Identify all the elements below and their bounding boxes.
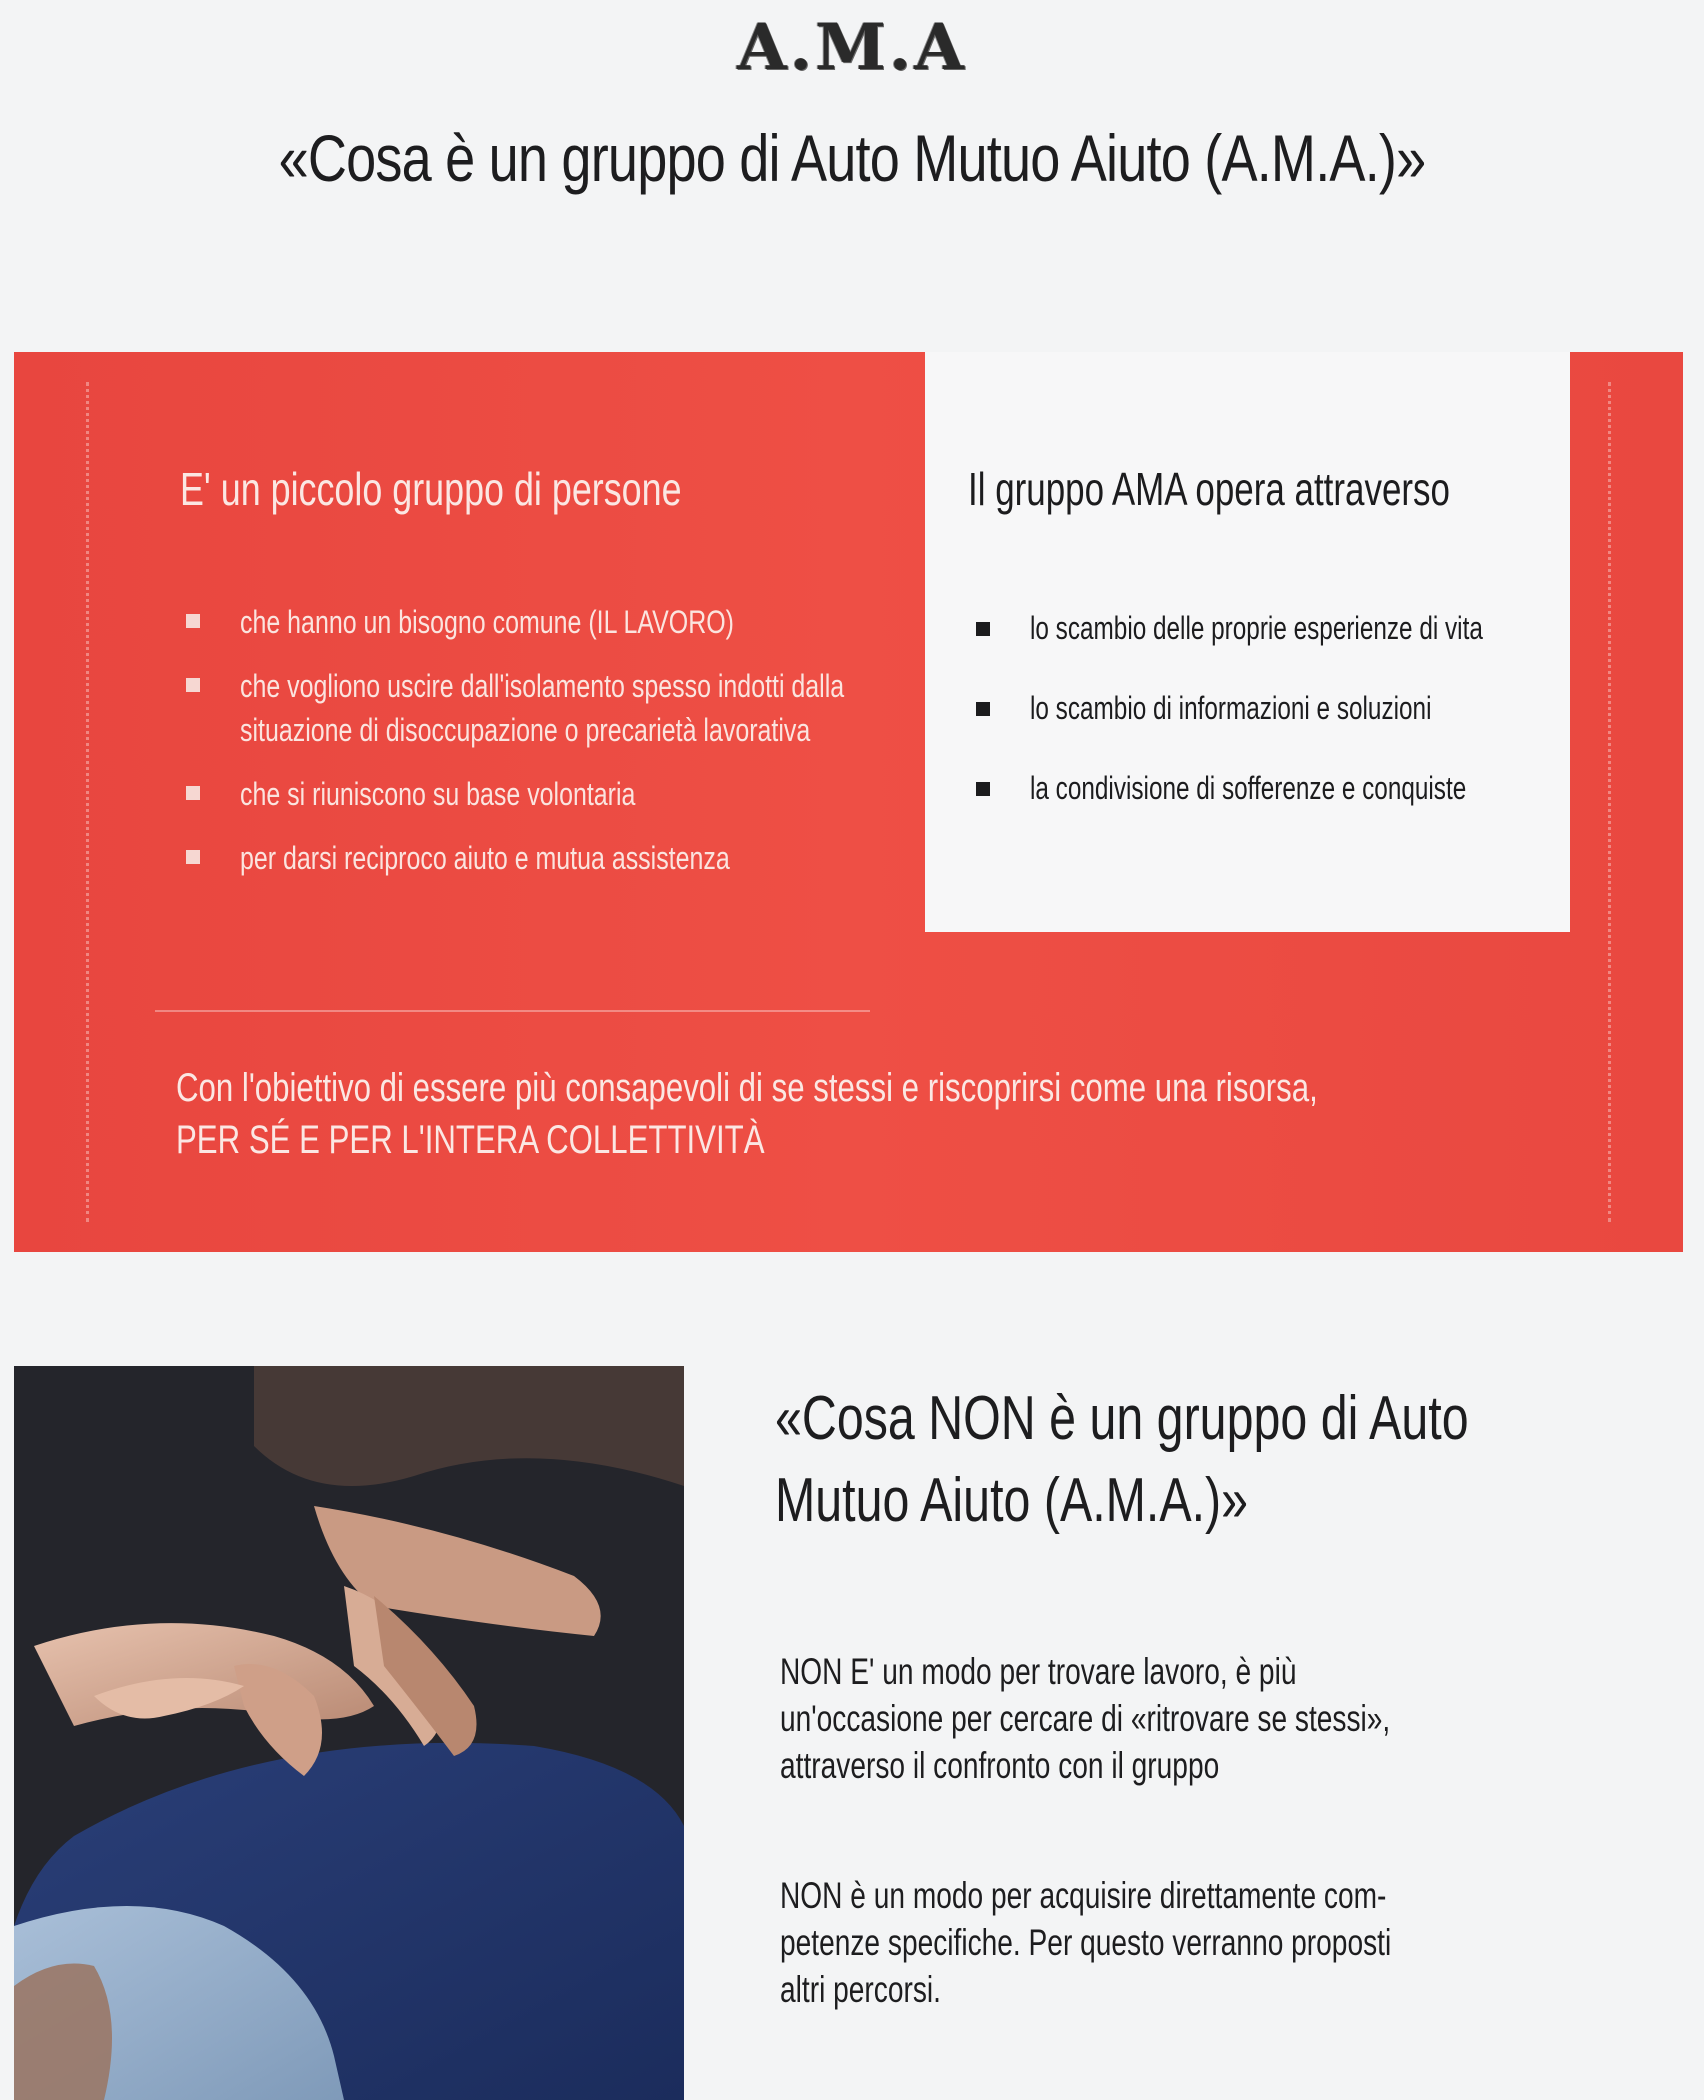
paragraph-line: altri percorsi. [780, 1969, 941, 2010]
page-title: «Cosa è un gruppo di Auto Mutuo Aiuto (A.M.A.)» [278, 121, 1426, 195]
paragraph-line: un'occasione per cercare di «ritrovare se stessi», [780, 1698, 1391, 1739]
objective-statement [176, 1062, 1318, 1166]
how-heading: Il gruppo AMA opera attraverso [968, 463, 1450, 515]
list-item [180, 772, 900, 816]
list-item-text: che vogliono uscire dall'isolamento spesso indotti dalla situazione di disoccupazione o precarietà lavorativa [240, 668, 845, 748]
square-bullet-icon [976, 702, 990, 716]
not-title-line: «Cosa NON è un gruppo di Auto [775, 1384, 1469, 1453]
not-paragraph-2 [780, 1872, 1482, 2013]
list-item-text: la condivisione di sofferenze e conquiste [1030, 770, 1467, 806]
who-list [180, 600, 900, 900]
hands-illustration [14, 1366, 684, 2100]
square-bullet-icon [186, 614, 200, 628]
paragraph-line: attraverso il confronto con il gruppo [780, 1745, 1220, 1786]
divider [155, 1010, 870, 1012]
list-item-text: lo scambio di informazioni e soluzioni [1030, 690, 1432, 726]
square-bullet-icon [186, 850, 200, 864]
square-bullet-icon [186, 678, 200, 692]
list-item-text: che hanno un bisogno comune (IL LAVORO) [240, 604, 734, 640]
list-item-text: lo scambio delle proprie esperienze di vita [1030, 610, 1483, 646]
list-item [180, 600, 900, 644]
not-title-line: Mutuo Aiuto (A.M.A.)» [775, 1466, 1249, 1535]
ama-logo: A.M.A [737, 10, 967, 85]
paragraph-line: NON è un modo per acquisire direttamente com- [780, 1875, 1387, 1916]
not-section-title [775, 1378, 1469, 1542]
not-paragraph-1 [780, 1648, 1482, 1789]
how-list [968, 608, 1568, 848]
square-bullet-icon [186, 786, 200, 800]
objective-line: Con l'obiettivo di essere più consapevoli di se stessi e riscoprirsi come una risorsa, [176, 1066, 1318, 1110]
list-item [180, 836, 900, 880]
paragraph-line: NON E' un modo per trovare lavoro, è più [780, 1651, 1297, 1692]
objective-emphasis: PER SÉ E PER L'INTERA COLLETTIVITÀ [176, 1118, 765, 1162]
list-item [180, 664, 900, 752]
hands-photo [14, 1366, 684, 2100]
who-heading: E' un piccolo gruppo di persone [180, 463, 682, 515]
paragraph-line: petenze specifiche. Per questo verranno proposti [780, 1922, 1392, 1963]
list-item-text: che si riuniscono su base volontaria [240, 776, 636, 812]
list-item [968, 608, 1568, 648]
square-bullet-icon [976, 782, 990, 796]
list-item [968, 688, 1568, 728]
list-item-text: per darsi reciproco aiuto e mutua assistenza [240, 840, 730, 876]
square-bullet-icon [976, 622, 990, 636]
list-item [968, 768, 1568, 808]
